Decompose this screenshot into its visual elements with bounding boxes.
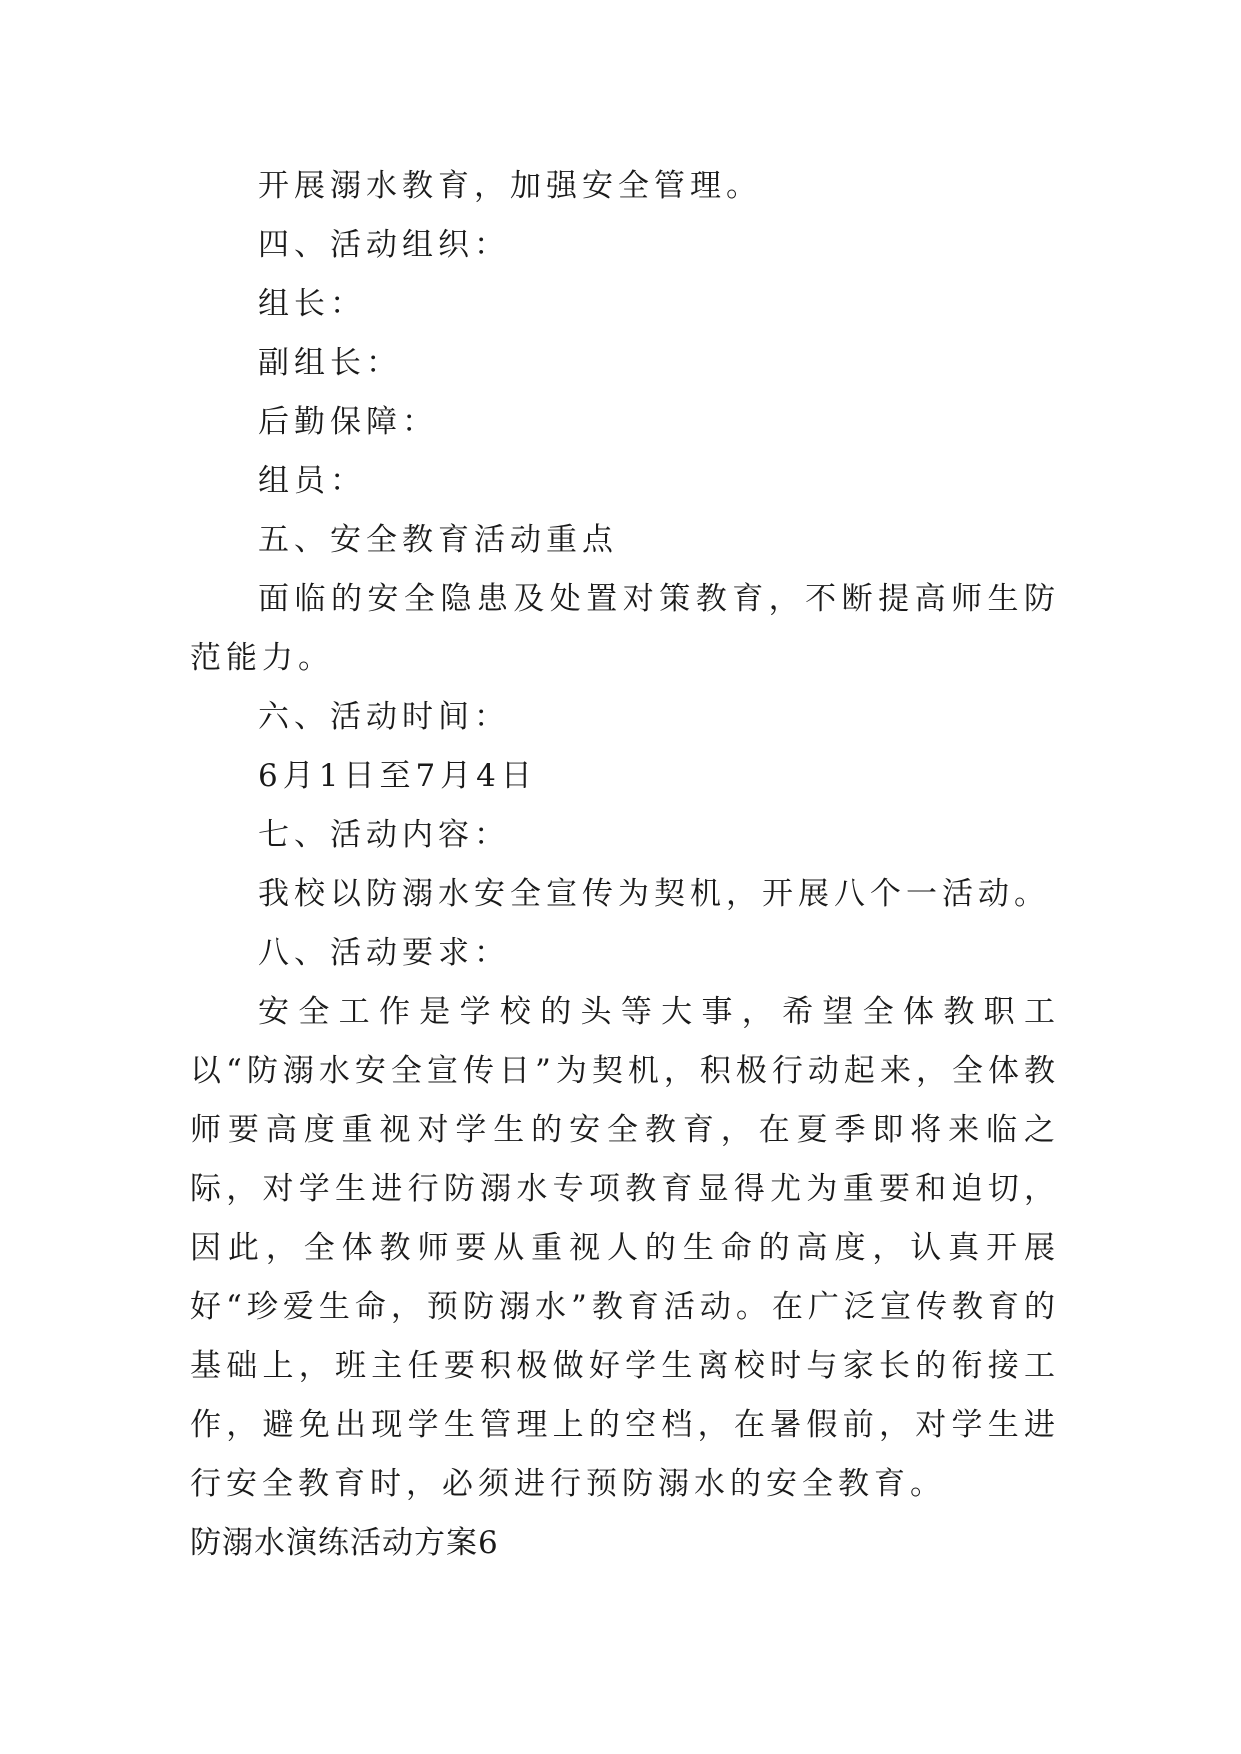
next-section-title: 防溺水演练活动方案6	[190, 1525, 499, 1561]
label-group-members: 组员：	[258, 463, 366, 499]
paragraph-activity-content: 我校以防溺水安全宣传为契机，开展八个一活动。	[258, 876, 1050, 912]
paragraph-drowning-education: 开展溺水教育，加强安全管理。	[258, 168, 762, 204]
heading-activity-organization: 四、活动组织：	[258, 227, 510, 263]
label-deputy-group-leader: 副组长：	[258, 345, 402, 381]
label-group-leader: 组长：	[258, 286, 366, 322]
heading-activity-time: 六、活动时间：	[258, 699, 510, 735]
paragraph-education-focus: 面临的安全隐患及处置对策教育，不断提高师生防范能力。	[190, 581, 1060, 676]
label-logistics-support: 后勤保障：	[258, 404, 438, 440]
heading-activity-content: 七、活动内容：	[258, 817, 510, 853]
heading-activity-requirements: 八、活动要求：	[258, 935, 510, 971]
heading-education-focus: 五、安全教育活动重点	[258, 522, 618, 558]
paragraph-activity-requirements: 安全工作是学校的头等大事，希望全体教职工以“防溺水安全宣传日”为契机，积极行动起来，全体教师要高度重视对学生的安全教育，在夏季即将来临之际，对学生进行防溺水专项教育显得尤为重要和迫切，因此，全体教师要从重视人的生命的高度，认真开展好“珍爱生命，预防溺水”教育活动。在广泛宣传教育的基础上，班主任要积极做好学生离校时与家长的衔接工作，避免出现学生管理上的空档，在暑假前，对学生进行安全教育时，必须进行预防溺水的安全教育。	[190, 994, 1060, 1502]
document-body	[190, 157, 1060, 1573]
paragraph-activity-dates: 6月1日至7月4日	[258, 758, 537, 794]
